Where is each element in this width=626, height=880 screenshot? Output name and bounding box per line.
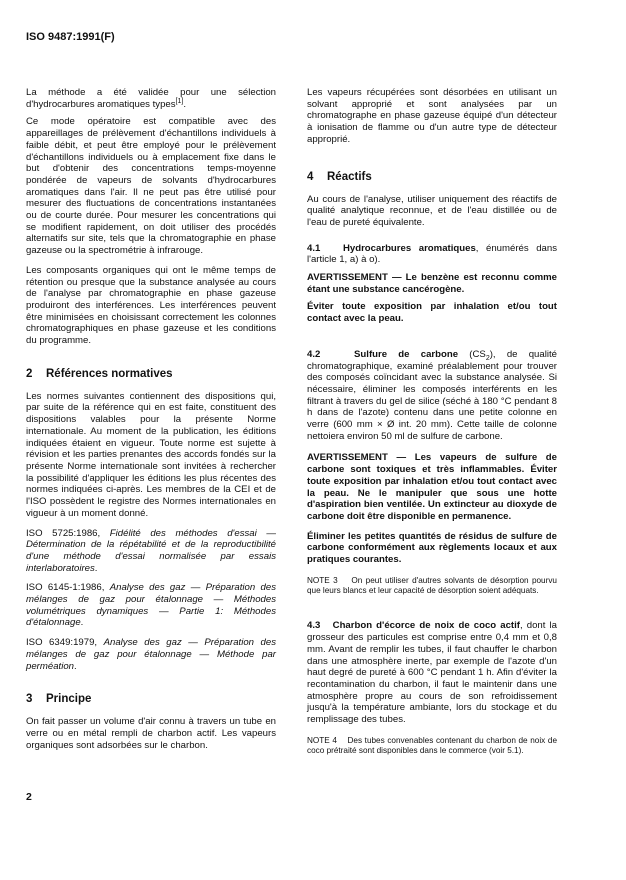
note-3 (307, 576, 557, 597)
ref-title: Fidélité des méthodes d'essai — Détermination de la répétabilité et de la reproductibilité d'une méthode d'essai normalisée par essais interlaboratoires (26, 527, 276, 574)
clause-4-2 (307, 349, 557, 443)
section-number: 2 (26, 367, 33, 380)
note-label: NOTE 4 (307, 735, 337, 745)
section-heading-2 (26, 367, 276, 381)
text: , énumérés dans l'article 1, a) à o). (307, 242, 557, 266)
clause-number: 4.1 (307, 242, 321, 254)
section-title: Principe (46, 693, 92, 706)
warning-benzene: AVERTISSEMENT — Le benzène est reconnu comme étant une substance cancérogène. (307, 272, 557, 295)
text: . (74, 660, 77, 672)
note-text: Des tubes convenables contenant du charbon de noix de coco prétraité sont disponibles dans le commerce (voir 5.1). (307, 735, 558, 756)
clause-title: Charbon d'écorce de noix de coco actif (332, 620, 520, 632)
clause-title: Hydrocarbures aromatiques (342, 242, 476, 254)
reference-item (26, 637, 276, 672)
paragraph-reagents: Au cours de l'analyse, utiliser uniquement des réactifs de qualité analytique reconnue, et de l'eau distillée ou de l'eau de pureté équivalente. (307, 193, 557, 228)
ref-title: Analyse des gaz — Préparation des mélanges de gaz pour étalonnage — Méthodes volumétriques dynamiques — Partie 1: Méthodes d'étalonnage (26, 582, 276, 629)
clause-number: 4.3 (307, 620, 321, 632)
citation-ref: [1] (175, 97, 184, 105)
section-heading-4 (307, 170, 557, 184)
note-label: NOTE 3 (307, 575, 338, 585)
text: ), de qualité chromatographique, examiné préalablement pour trouver des composés coïncidant avec la substance analysée. Si nécessaire, éliminer les composés interférents en les filtrant à travers du gel de silice (séché à 180 °C pendant 8 h dans de l'azote) contenu dans une petite colonne en verre (600 mm × Ø int. 20 mm). Cette taille de colonne nettoiera environ 50 ml de sulfure de carbone. (307, 348, 557, 442)
text: La méthode a été validée pour une sélection d'hydrocarbures aromatiques types (26, 87, 276, 110)
ref-code: ISO 5725:1986, (26, 527, 110, 539)
document-header: ISO 9487:1991(F) (26, 31, 115, 43)
section-number: 4 (307, 170, 314, 183)
paragraph-validation (26, 87, 276, 110)
paragraph-principle: On fait passer un volume d'air connu à travers un tube en verre ou en métal rempli de charbon actif. Les vapeurs organiques sont adsorbées sur le charbon. (26, 716, 276, 751)
text: . (94, 562, 98, 574)
reference-item (26, 528, 276, 575)
warning-exposure: Éviter toute exposition par inhalation et/ou tout contact avec la peau. (307, 301, 557, 325)
paragraph-interferences: Les composants organiques qui ont le même temps de rétention ou presque que la substance analysée au cours de l'analyse par chromatographie en phase gazeuse produiront des interférences. Les interférences peuvent être minimisées en choisissant correctement les colonnes chromatographiques en phase gazeuse et les conditions du programme. (26, 264, 276, 347)
ref-code: ISO 6349:1979, (26, 637, 104, 649)
page-number: 2 (26, 791, 32, 804)
section-heading-3 (26, 692, 276, 706)
formula: (CS (469, 348, 486, 360)
clause-4-3 (307, 620, 557, 725)
section-title: Réactifs (327, 170, 372, 183)
left-column (26, 87, 276, 804)
clause-title: Sulfure de carbone (354, 348, 459, 360)
clause-4-1 (307, 243, 557, 266)
warning-cs2: AVERTISSEMENT — Les vapeurs de sulfure de carbone sont toxiques et très inflammables. Éviter toute exposition par inhalation et/ou tout contact avec la peau. Ne le manipuler que sous une hotte d'aspiration bien ventilée. Un extincteur au dioxyde de carbone doit être disponible en permanence. (307, 452, 557, 522)
paragraph-scope: Ce mode opératoire est compatible avec des appareillages de prélèvement d'échantillons individuels à faible débit, et peut être employé pour le prélèvement d'échantillons individuels ou à emplacement fixe dans le but d'obtenir des concentrations temps-moyenne pondérée de vapeurs de solvants d'hydrocarbures aromatiques dans l'air. Il ne peut pas être utilisé pour mesurer des fluctuations de concentrations instantanées ou de courte durée. Pour mesurer les concentrations qui se modifient rapidement, on doit utiliser des procédés alternatifs sur site, tels que la chromatographie en phase gazeuse ou la spectrométrie à infrarouge. (26, 116, 276, 257)
note-4 (307, 736, 557, 757)
warning-disposal: Éliminer les petites quantités de résidus de sulfure de carbone conformément aux règlements locaux et aux pratiques courantes. (307, 530, 557, 566)
reference-item (26, 582, 276, 629)
section-title: Références normatives (46, 367, 173, 380)
ref-code: ISO 6145-1:1986, (26, 582, 110, 594)
text: . (80, 617, 84, 629)
clause-number: 4.2 (307, 348, 321, 360)
text: , dont la grosseur des particules est comprise entre 0,4 mm et 0,8 mm. Avant de remplir les tubes, il faut chauffer le charbon dans une atmosphère inerte, par exemple de l'azote d'un haut degré de pureté à 600 °C pendant 1 h. Afin d'éviter la recontamination du charbon, il faut le maintenir dans une atmosphère propre au cours de son refroidissement jusqu'à la température ambiante, lors du stockage et du remplissage des tubes. (307, 620, 557, 726)
right-column (307, 87, 557, 756)
note-text: On peut utiliser d'autres solvants de désorption pourvu que leurs blancs et leur capacité de désorption soient adéquats. (307, 575, 557, 596)
paragraph-normative-refs: Les normes suivantes contiennent des dispositions qui, par suite de la référence qui en est faite, constituent des dispositions valables pour la présente Norme internationale. Au moment de la publication, les éditions indiquées étaient en vigueur. Toute norme est sujette à révision et les parties prenantes des accords fondés sur la présente Norme internationale sont invitées à rechercher la possibilité d'appliquer les éditions les plus récentes des normes indiquées ci-après. Les membres de la CEI et de l'ISO possèdent le registre des Normes internationales en vigueur à un moment donné. (26, 390, 276, 519)
text: . (183, 98, 187, 110)
formula-subscript: 2 (485, 354, 490, 362)
section-number: 3 (26, 693, 33, 706)
ref-title: Analyse des gaz — Préparation des mélanges de gaz pour étalonnage — Méthode par perméation (26, 637, 276, 672)
paragraph-desorption: Les vapeurs récupérées sont désorbées en utilisant un solvant approprié et sont analysées par un chromatographe en phase gazeuse équipé d'un détecteur à ionisation de flamme ou d'un autre type de détecteur approprié. (307, 87, 557, 145)
